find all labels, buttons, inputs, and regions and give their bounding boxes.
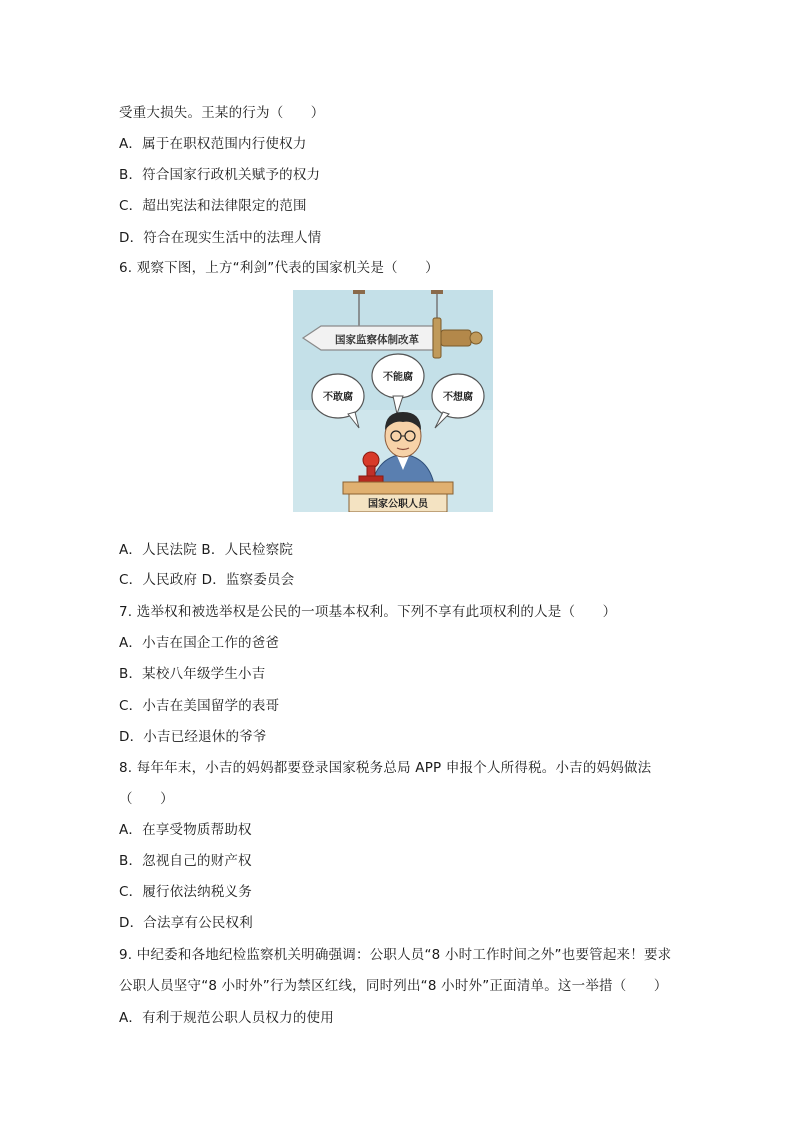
option-d: D．符合在现实生活中的法理人情 bbox=[119, 230, 322, 246]
q7-option-b: B．某校八年级学生小吉 bbox=[119, 666, 266, 682]
q8-option-b: B．忽视自己的财产权 bbox=[119, 853, 252, 869]
question-6-options-ab: A．人民法院 B．人民检察院 bbox=[119, 542, 294, 558]
q8-option-d: D．合法享有公民权利 bbox=[119, 915, 253, 931]
q7-option-c: C．小吉在美国留学的表哥 bbox=[119, 698, 280, 714]
question-9-line1: 9. 中纪委和各地纪检监察机关明确强调：公职人员“8 小时工作时间之外”也要管起来！要求 bbox=[119, 947, 672, 963]
sword-label: 国家监察体制改革 bbox=[335, 334, 419, 346]
q8-option-c: C．履行依法纳税义务 bbox=[119, 884, 252, 900]
question-6-options-cd: C．人民政府 D．监察委员会 bbox=[119, 572, 295, 588]
cartoon-image bbox=[293, 290, 493, 512]
desk-label: 国家公职人员 bbox=[368, 499, 428, 510]
question-6: 6. 观察下图，上方“利剑”代表的国家机关是（ ） bbox=[119, 260, 439, 276]
q8-option-a: A．在享受物质帮助权 bbox=[119, 822, 252, 838]
q7-option-d: D．小吉已经退休的爷爷 bbox=[119, 729, 267, 745]
question-8: 8. 每年年末，小吉的妈妈都要登录国家税务总局 APP 申报个人所得税。小吉的妈妈做法 bbox=[119, 760, 652, 776]
bubble-left-text: 不敢腐 bbox=[323, 392, 353, 403]
question-9-line2: 公职人员坚守“8 小时外”行为禁区红线，同时列出“8 小时外”正面清单。这一举措（ ） bbox=[119, 978, 668, 994]
question-8-blank: （ ） bbox=[119, 791, 174, 807]
q9-option-a: A．有利于规范公职人员权力的使用 bbox=[119, 1010, 334, 1026]
option-c: C．超出宪法和法律限定的范围 bbox=[119, 198, 307, 214]
bubble-center-text: 不能腐 bbox=[383, 372, 413, 383]
q7-option-a: A．小吉在国企工作的爸爸 bbox=[119, 635, 280, 651]
question-text-1: 受重大损失。王某的行为（ ） bbox=[119, 105, 325, 121]
option-a: A．属于在职权范围内行使权力 bbox=[119, 136, 307, 152]
question-7: 7. 选举权和被选举权是公民的一项基本权利。下列不享有此项权利的人是（ ） bbox=[119, 604, 617, 620]
option-b: B．符合国家行政机关赋予的权力 bbox=[119, 167, 321, 183]
bubble-right-text: 不想腐 bbox=[443, 392, 473, 403]
